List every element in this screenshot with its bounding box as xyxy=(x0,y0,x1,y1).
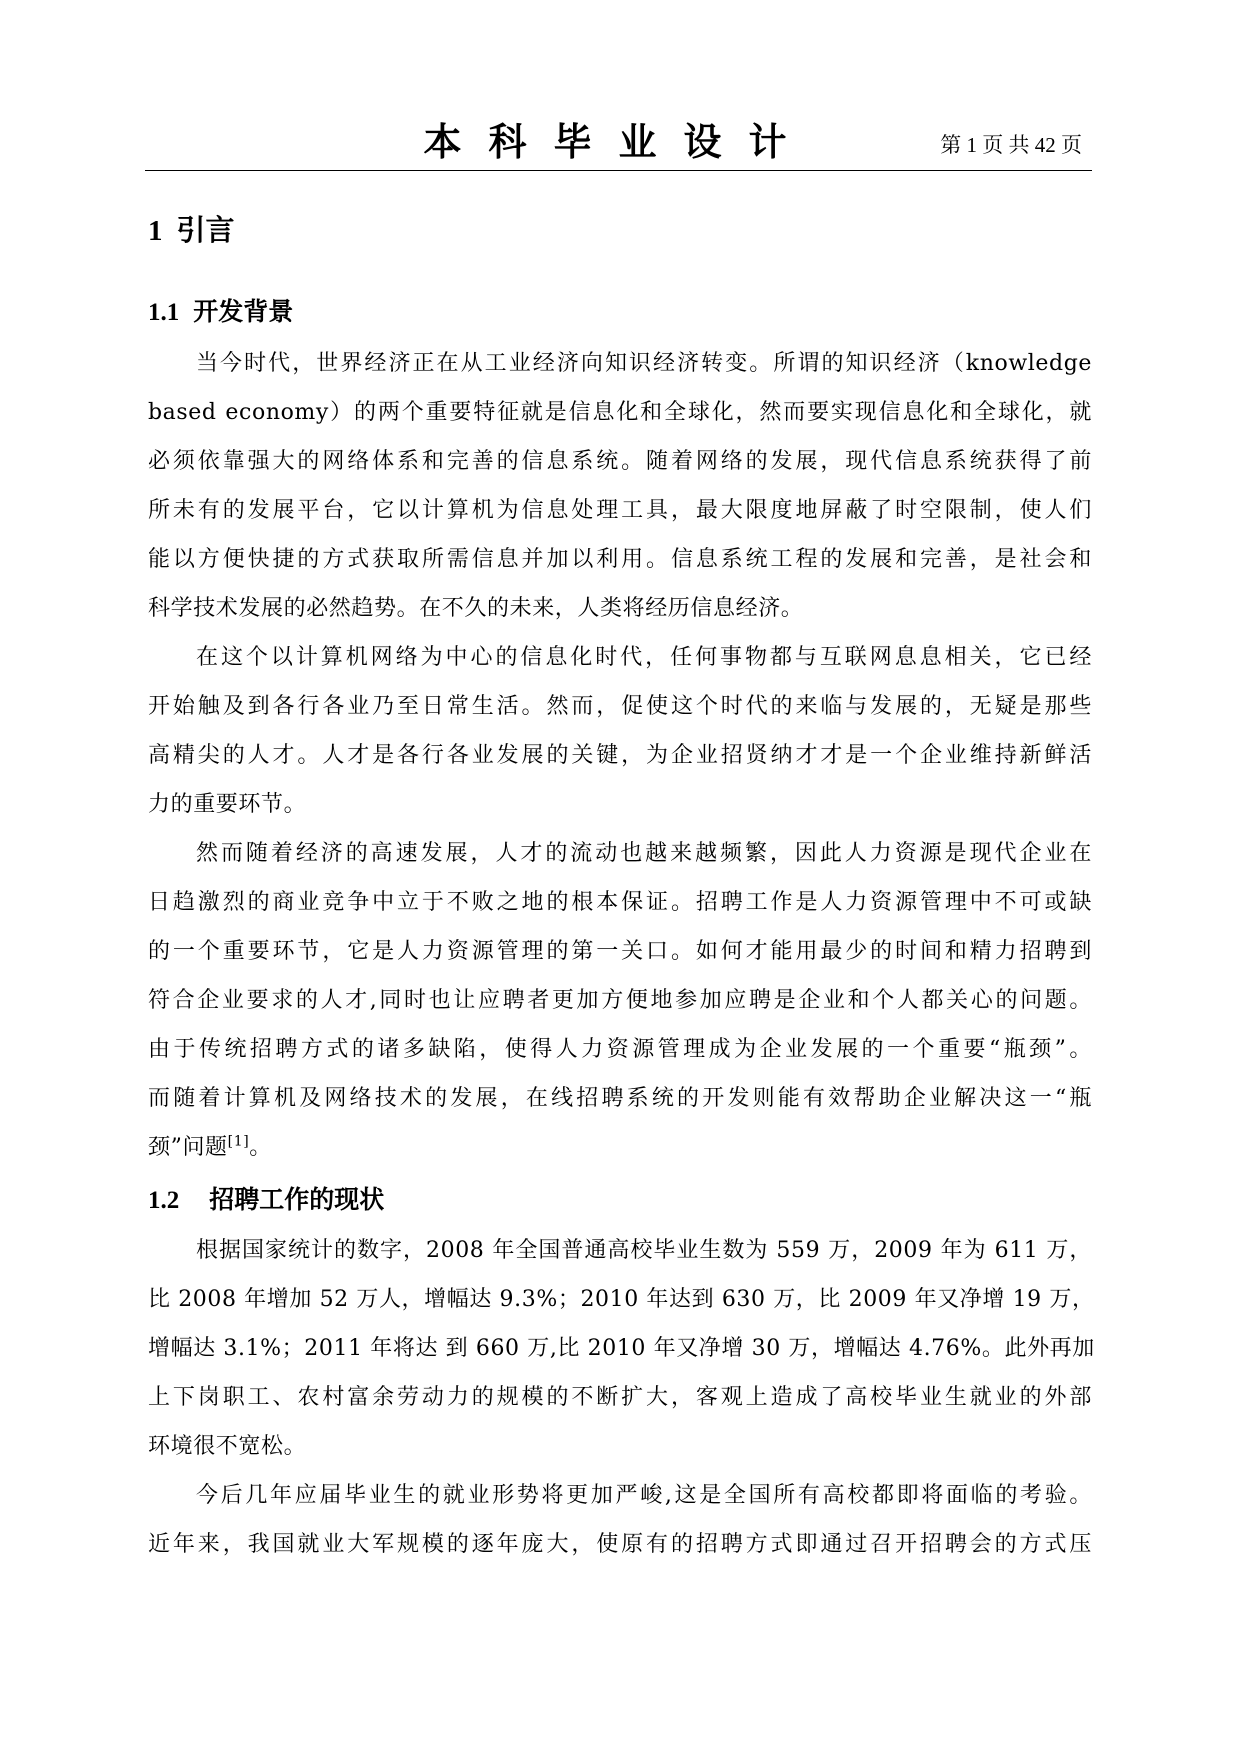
paragraph-line: 根据国家统计的数字，2008 年全国普通高校毕业生数为 559 万，2009 年为 611 万， xyxy=(196,1238,1092,1263)
paragraph-line: 近年来，我国就业大军规模的逐年庞大，使原有的招聘方式即通过召开招聘会的方式压 xyxy=(148,1532,1092,1557)
paragraph-line: 的一个重要环节，它是人力资源管理的第一关口。如何才能用最少的时间和精力招聘到 xyxy=(148,939,1092,964)
paragraph-line: 日趋激烈的商业竞争中立于不败之地的根本保证。招聘工作是人力资源管理中不可或缺 xyxy=(148,890,1092,915)
section-heading-1-1 xyxy=(148,296,293,329)
paragraph-line: 力的重要环节。 xyxy=(148,792,307,817)
paragraph-line: 符合企业要求的人才,同时也让应聘者更加方便地参加应聘是企业和个人都关心的问题。 xyxy=(148,988,1092,1013)
paragraph-line: 必须依靠强大的网络体系和完善的信息系统。随着网络的发展，现代信息系统获得了前 xyxy=(148,449,1092,474)
paragraph-line: 而随着计算机及网络技术的发展，在线招聘系统的开发则能有效帮助企业解决这一“瓶 xyxy=(148,1086,1092,1111)
paragraph-line: 环境很不宽松。 xyxy=(148,1434,307,1459)
paragraph-line-with-citation xyxy=(148,1133,1092,1163)
section-number: 1.2 xyxy=(148,1187,180,1214)
paragraph-line: 开始触及到各行各业乃至日常生活。然而，促使这个时代的来临与发展的，无疑是那些 xyxy=(148,694,1092,719)
section-heading-1-2 xyxy=(148,1184,384,1217)
paragraph-text: 。 xyxy=(249,1135,272,1160)
section-number: 1.1 xyxy=(148,299,180,326)
chapter-number: 1 xyxy=(148,215,163,247)
paragraph-line: 由于传统招聘方式的诸多缺陷，使得人力资源管理成为企业发展的一个重要“瓶颈”。 xyxy=(148,1037,1092,1062)
paragraph-line: 比 2008 年增加 52 万人，增幅达 9.3%；2010 年达到 630 万，比 2009 年又净增 19 万， xyxy=(148,1287,1095,1312)
paragraph-line: 今后几年应届毕业生的就业形势将更加严峻,这是全国所有高校都即将面临的考验。 xyxy=(196,1483,1092,1508)
paragraph-text: 颈”问题 xyxy=(148,1135,228,1160)
paragraph-line: 所未有的发展平台，它以计算机为信息处理工具，最大限度地屏蔽了时空限制，使人们 xyxy=(148,498,1092,523)
paragraph-line: based economy）的两个重要特征就是信息化和全球化，然而要实现信息化和全球化，就 xyxy=(148,400,1092,425)
paragraph-line: 增幅达 3.1%；2011 年将达 到 660 万,比 2010 年又净增 30 万，增幅达 4.76%。此外再加 xyxy=(148,1336,1095,1361)
paragraph-line: 上下岗职工、农村富余劳动力的规模的不断扩大，客观上造成了高校毕业生就业的外部 xyxy=(148,1385,1092,1410)
paragraph-line: 在这个以计算机网络为中心的信息化时代，任何事物都与互联网息息相关，它已经 xyxy=(196,645,1092,670)
page-number: 第 1 页 共 42 页 xyxy=(940,133,1082,157)
paragraph-line: 科学技术发展的必然趋势。在不久的未来，人类将经历信息经济。 xyxy=(148,596,804,621)
paragraph-line: 当今时代，世界经济正在从工业经济向知识经济转变。所谓的知识经济（knowledge xyxy=(196,351,1092,376)
section-title: 招聘工作的现状 xyxy=(209,1185,385,1214)
header-title: 本科毕业设计 xyxy=(423,120,814,164)
paragraph-line: 然而随着经济的高速发展，人才的流动也越来越频繁，因此人力资源是现代企业在 xyxy=(196,841,1092,866)
page-header xyxy=(145,118,1092,171)
citation-reference: [1] xyxy=(227,1133,250,1150)
section-title: 开发背景 xyxy=(193,297,294,326)
paragraph-line: 能以方便快捷的方式获取所需信息并加以利用。信息系统工程的发展和完善，是社会和 xyxy=(148,547,1092,572)
chapter-heading xyxy=(148,212,235,249)
paragraph-line: 高精尖的人才。人才是各行各业发展的关键，为企业招贤纳才才是一个企业维持新鲜活 xyxy=(148,743,1092,768)
chapter-title: 引言 xyxy=(176,213,235,247)
